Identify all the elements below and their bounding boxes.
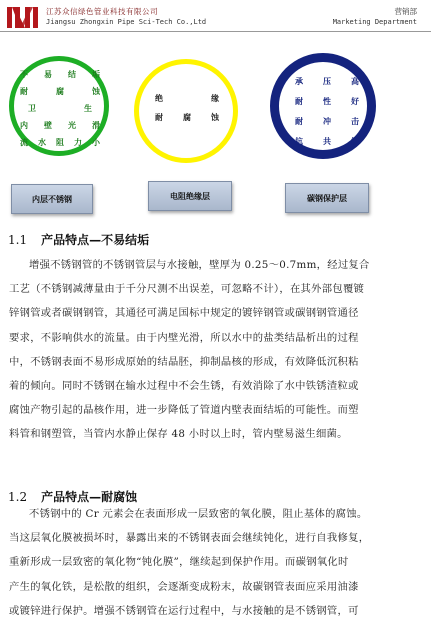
paragraph-line: 锌钢管或者碳钢钢管，其通径可满足国标中规定的镀锌钢管或碳钢钢管通径 bbox=[9, 307, 359, 320]
paragraph-line: 当这层氧化膜被损坏时，暴露出来的不锈钢表面会继续钝化，进行自我修复， bbox=[9, 532, 370, 545]
paragraph-line: 腐蚀产物引起的晶核作用，进一步降低了管道内壁表面结垢的可能性。而塑 bbox=[9, 404, 359, 417]
section-paragraph bbox=[9, 502, 423, 623]
feature-char: 耐 bbox=[20, 87, 28, 96]
feature-char: 腐 bbox=[56, 87, 64, 96]
feature-char: 结 bbox=[68, 70, 76, 79]
feature-char: 滑 bbox=[92, 121, 100, 130]
paragraph-line: 料管和钢塑管，当管内水静止保存 48 小时以上时，管内壁易滋生细菌。 bbox=[9, 428, 348, 441]
carbon-steel-layer-label: 碳钢保护层 bbox=[285, 183, 369, 213]
feature-char: 阻 bbox=[56, 138, 64, 147]
feature-char: 蚀 bbox=[92, 87, 100, 96]
feature-char: 高 bbox=[351, 77, 359, 86]
company-name-en: Jiangsu Zhongxin Pipe Sci-Tech Co.,Ltd bbox=[46, 18, 207, 26]
company-name-cn: 江苏众信绿色管业科技有限公司 bbox=[46, 7, 158, 16]
paragraph-line: 中，不锈钢表面不易形成原始的结晶胚，抑制晶核的形成，有效降低沉积粘 bbox=[9, 355, 359, 368]
feature-char: 垢 bbox=[92, 70, 100, 79]
department-cn: 营销部 bbox=[394, 7, 417, 16]
paragraph-line: 着的倾向。同时不锈钢在输水过程中不会生锈，有效消除了水中铁锈渣粒或 bbox=[9, 380, 359, 393]
feature-char: 力 bbox=[74, 138, 82, 147]
paragraph-line: 工艺（不锈钢减薄量由于千分尺测不出误差，可忽略不计），在其外部包覆镀 bbox=[9, 283, 365, 296]
feature-char: 冲 bbox=[323, 117, 331, 126]
feature-char: 腐 bbox=[183, 113, 191, 122]
section-heading bbox=[8, 231, 149, 248]
paragraph-line: 不锈钢中的 Cr 元素会在表面形成一层致密的氧化膜，阻止基体的腐蚀。 bbox=[29, 508, 368, 520]
section-title: 产品特点—不易结垢 bbox=[41, 233, 150, 247]
feature-char: 易 bbox=[44, 70, 52, 79]
feature-char: 好 bbox=[351, 97, 359, 106]
paragraph-line: 重新形成一层致密的氧化物“钝化膜”，继续起到保护作用。而碳钢氧化时 bbox=[9, 556, 349, 569]
inner-stainless-layer-label: 内层不锈钢 bbox=[11, 184, 93, 214]
paragraph-line: 或镀锌进行保护。增强不锈钢管在运行过程中，与水接触的是不锈钢管，可 bbox=[9, 604, 359, 617]
feature-char: 共 bbox=[323, 137, 331, 146]
feature-char: 性 bbox=[323, 97, 331, 106]
feature-char: 耐 bbox=[295, 97, 303, 106]
feature-char: 缘 bbox=[211, 94, 219, 103]
feature-char: 内 bbox=[20, 121, 28, 130]
feature-char: 承 bbox=[295, 77, 303, 86]
inner-layer-features bbox=[20, 66, 100, 151]
section-title: 产品特点—耐腐蚀 bbox=[41, 490, 138, 504]
feature-char: 不 bbox=[20, 70, 28, 79]
feature-char: 水 bbox=[38, 138, 46, 147]
paragraph-line: 增强不锈钢管的不锈钢管层与水接触，壁厚为 0.25～0.7mm，经过复合 bbox=[29, 259, 370, 271]
feature-char: 耐 bbox=[295, 117, 303, 126]
feature-char: 生 bbox=[84, 104, 92, 113]
header-divider bbox=[0, 31, 431, 32]
feature-char: 压 bbox=[323, 77, 331, 86]
company-logo bbox=[6, 4, 40, 30]
section-paragraph bbox=[9, 253, 423, 447]
insulation-layer-label: 电阻绝缘层 bbox=[148, 181, 232, 211]
feature-char: 蚀 bbox=[211, 113, 219, 122]
paragraph-line: 要求，不影响供水的流量。由于内壁光滑，所以水中的盐类结晶析出的过程 bbox=[9, 331, 359, 344]
feature-char: 卫 bbox=[28, 104, 36, 113]
feature-char: 耐 bbox=[155, 113, 163, 122]
section-number: 1.1 bbox=[8, 233, 28, 247]
feature-char: 绝 bbox=[155, 94, 163, 103]
protective-layer-features bbox=[295, 72, 359, 152]
page-header bbox=[0, 0, 431, 36]
feature-char: 壁 bbox=[44, 121, 52, 130]
insulation-layer-features bbox=[155, 89, 219, 127]
feature-char: 流 bbox=[20, 138, 28, 147]
paragraph-line: 产生的氧化铁，是松散的组织，会逐渐变成粉末，故碳钢管表面应采用油漆 bbox=[9, 580, 359, 593]
feature-char: 小 bbox=[92, 138, 100, 147]
feature-char: 光 bbox=[68, 121, 76, 130]
feature-char: 击 bbox=[351, 117, 359, 126]
feature-char: 抗 bbox=[295, 137, 303, 146]
feature-char: 振 bbox=[351, 137, 359, 146]
department-en: Marketing Department bbox=[332, 18, 417, 26]
section-number: 1.2 bbox=[8, 490, 28, 504]
